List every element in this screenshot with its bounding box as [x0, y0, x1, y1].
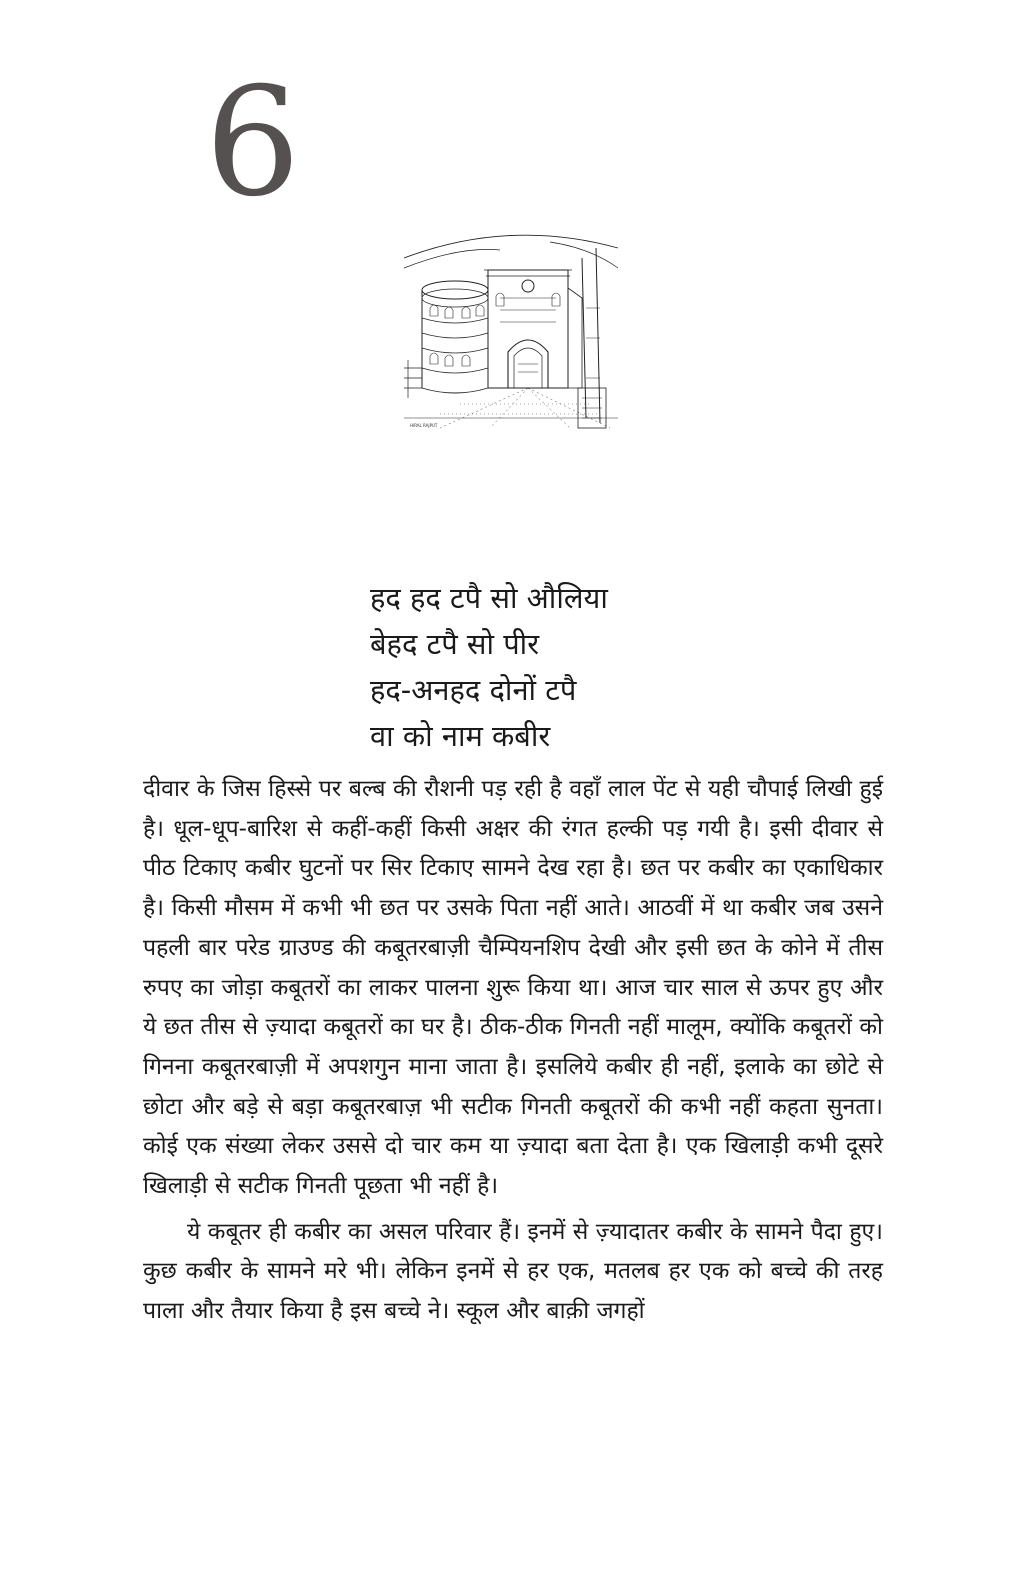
paragraph: दीवार के जिस हिस्से पर बल्ब की रौशनी पड़ रही है वहाँ लाल पेंट से यही चौपाई लिखी हुई है। धूल-धूप-बारिश से कहीं-कहीं किसी अक्षर की रंगत हल्की पड़ गयी है। इसी दीवार से पीठ टिकाए कबीर घुटनों पर सिर टिकाए सामने देख रहा है। छत पर कबीर का एकाधिकार है। किसी मौसम में कभी भी छत पर उसके पिता नहीं आते। आठवीं में था कबीर जब उसने पहली बार परेड ग्राउण्ड की कबूतरबाज़ी चैम्पियनशिप देखी और इसी छत के कोने में तीस रुपए का जोड़ा कबूतरों का लाकर पालना शुरू किया था। आज चार साल से ऊपर हुए और ये छत तीस से ज़्यादा कबूतरों का घर है। ठीक-ठीक गिनती नहीं मालूम, क्योंकि कबूतरों को गिनना कबूतरबाज़ी में अपशगुन माना जाता है। इसलिये कबीर ही नहीं, इलाके का छोटे से छोटा और बड़े से बड़ा कबूतरबाज़ भी सटीक गिनती कबूतरों की कभी नहीं कहता सुनता। कोई एक संख्या लेकर उससे दो चार कम या ज़्यादा बता देता है। एक खिलाड़ी कभी दूसरे खिलाड़ी से सटीक गिनती पूछता भी नहीं है।	[143, 776, 883, 1200]
verse-line: हद-अनहद दोनों टपै	[370, 673, 577, 707]
body-text	[143, 770, 883, 1338]
chapter-number: 6	[205, 56, 301, 230]
paragraph: ये कबूतर ही कबीर का असल परिवार हैं। इनमें से ज़्यादातर कबीर के सामने पैदा हुए। कुछ कबीर के सामने मरे भी। लेकिन इनमें से हर एक, मतलब हर एक को बच्चे की तरह पाला और तैयार किया है इस बच्चे ने। स्कूल और बाक़ी जगहों	[143, 1218, 883, 1325]
verse-line: वा को नाम कबीर	[370, 719, 551, 753]
sketch-signature: HIRAL RAJPUT	[410, 423, 438, 428]
verse-line: हद हद टपै सो औलिया	[370, 581, 608, 615]
fort-gate-sketch-icon	[400, 228, 622, 434]
verse-line: बेहद टपै सो पीर	[370, 627, 540, 661]
verse-block	[370, 575, 790, 759]
